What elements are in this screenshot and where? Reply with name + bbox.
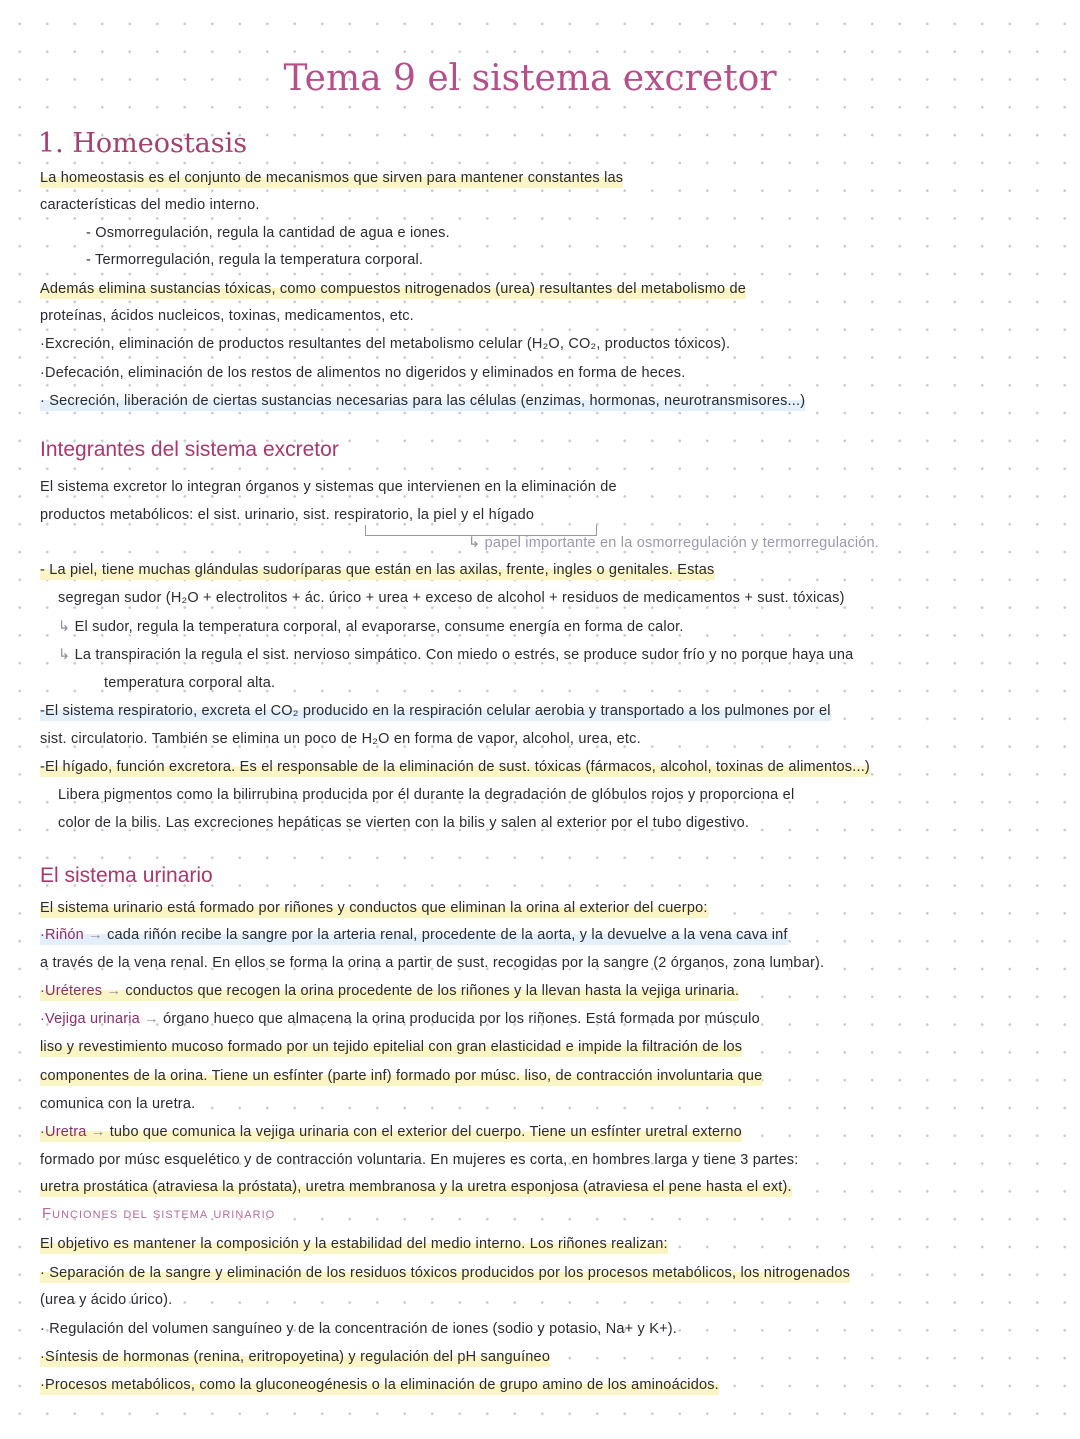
text-line: ·Vejiga urinaria → órgano hueco que almacena la orina producida por los riñones. Está formada por músculo: [40, 1011, 760, 1027]
section-heading-integrantes: Integrantes del sistema excretor: [40, 438, 339, 461]
text-span: órgano hueco que almacena la orina producida por los riñones. Está formada por músculo: [163, 1011, 760, 1027]
text-line: a través de la vena renal. En ellos se forma la orina a partir de sust. recogidas por la sangre (2 órganos, zona lumbar).: [40, 955, 825, 971]
text-span: El sudor, regula la temperatura corporal, al evaporarse, consume energía en forma de calor.: [74, 619, 684, 635]
text-line: ·Uréteres → conductos que recogen la orina procedente de los riñones y la llevan hasta la vejiga urinaria.: [40, 983, 740, 999]
text-line: liso y revestimiento mucoso formado por un tejido epitelial con gran elasticidad e impide la filtración de los: [40, 1039, 743, 1055]
text-line: ·Defecación, eliminación de los restos de alimentos no digeridos y eliminados en forma de heces.: [40, 365, 686, 381]
term-rinon: ·Riñón: [40, 927, 84, 943]
text-line: - Termorregulación, regula la temperatura corporal.: [86, 252, 424, 268]
text-span: conductos que recogen la orina procedente de los riñones y la llevan hasta la vejiga urinaria.: [125, 983, 740, 999]
text-line: ·Riñón → cada riñón recibe la sangre por la arteria renal, procedente de la aorta, y la devuelve a la vena cava inf: [40, 927, 788, 943]
term-vejiga: ·Vejiga urinaria: [40, 1011, 140, 1027]
text-line: uretra prostática (atraviesa la próstata), uretra membranosa y la uretra esponjosa (atraviesa el pene hasta el ext).: [40, 1179, 792, 1195]
text-line: segregan sudor (H₂O + electrolitos + ác. úrico + urea + exceso de alcohol + residuos de medicamentos + sust. tóxicas): [58, 590, 845, 606]
text-line: -El hígado, función excretora. Es el responsable de la eliminación de sust. tóxicas (fármacos, alcohol, toxinas de alimentos...): [40, 759, 870, 775]
text-line: - Osmorregulación, regula la cantidad de agua e iones.: [86, 225, 450, 241]
text-line: El sistema excretor lo integran órganos y sistemas que intervienen en la eliminación de: [40, 479, 617, 495]
text-line: Libera pigmentos como la bilirrubina producida por él durante la degradación de glóbulos rojos y proporciona el: [58, 787, 795, 803]
text-line: El sistema urinario está formado por riñones y conductos que eliminan la orina al exterior del cuerpo:: [40, 900, 708, 916]
page-title: Tema 9 el sistema excretor: [283, 58, 777, 99]
text-line: ·Uretra → tubo que comunica la vejiga urinaria con el exterior del cuerpo. Tiene un esfínter uretral externo: [40, 1124, 742, 1140]
annotation-text: papel importante en la osmorregulación y termorregulación.: [484, 535, 880, 551]
arrow-icon: ↳: [468, 535, 485, 551]
text-line: productos metabólicos: el sist. urinario, sist. respiratorio, la piel y el hígado: [40, 507, 535, 523]
term-uretra: ·Uretra: [40, 1124, 87, 1140]
text-line: [58, 645, 853, 665]
text-line: comunica con la uretra.: [40, 1096, 196, 1112]
text-line: ·Procesos metabólicos, como la gluconeogénesis o la eliminación de grupo amino de los aminoácidos.: [40, 1377, 719, 1393]
section-heading-urinario: El sistema urinario: [40, 864, 213, 887]
text-line: Además elimina sustancias tóxicas, como compuestos nitrogenados (urea) resultantes del metabolismo de: [40, 281, 747, 297]
term-ureteres: ·Uréteres: [40, 983, 103, 999]
text-span: cada riñón recibe la sangre por la arteria renal, procedente de la aorta, y la devuelve a la vena cava inf: [107, 927, 788, 943]
text-line: color de la bilis. Las excreciones hepáticas se vierten con la bilis y salen al exterior por el tubo digestivo.: [58, 815, 750, 831]
text-line: [58, 617, 684, 637]
arrow-icon: ↳: [58, 647, 75, 663]
text-line: La homeostasis es el conjunto de mecanismos que sirven para mantener constantes las: [40, 170, 624, 186]
text-span: tubo que comunica la vejiga urinaria con el exterior del cuerpo. Tiene un esfínter uretral externo: [109, 1124, 742, 1140]
text-line: · Regulación del volumen sanguíneo y de la concentración de iones (sodio y potasio, Na+ y K+).: [40, 1321, 678, 1337]
text-line: formado por músc esquelético y de contracción voluntaria. En mujeres es corta, en hombres larga y tiene 3 partes:: [40, 1152, 799, 1168]
text-line: · Separación de la sangre y eliminación de los residuos tóxicos producidos por los procesos metabólicos, los nitrogenados: [40, 1265, 851, 1281]
text-line: ·Excreción, eliminación de productos resultantes del metabolismo celular (H₂O, CO₂, productos tóxicos).: [40, 336, 731, 352]
text-line: sist. circulatorio. También se elimina un poco de H₂O en forma de vapor, alcohol, urea, etc.: [40, 731, 641, 747]
text-line: - La piel, tiene muchas glándulas sudoríparas que están en las axilas, frente, ingles o genitales. Estas: [40, 562, 715, 578]
text-span: La transpiración la regula el sist. nervioso simpático. Con miedo o estrés, se produce sudor frío y no porque haya una: [74, 647, 854, 663]
text-line: El objetivo es mantener la composición y la estabilidad del medio interno. Los riñones realizan:: [40, 1236, 668, 1252]
section-heading-funciones: Funciones del sistema urinario: [42, 1205, 276, 1222]
text-line: · Secreción, liberación de ciertas sustancias necesarias para las células (enzimas, hormonas, neurotransmisores...): [40, 393, 806, 409]
arrow-icon: ↳: [58, 619, 75, 635]
text-line: características del medio interno.: [40, 197, 260, 213]
text-line: componentes de la orina. Tiene un esfínter (parte inf) formado por músc. liso, de contracción involuntaria que: [40, 1068, 763, 1084]
text-line: temperatura corporal alta.: [104, 675, 276, 691]
text-line: proteínas, ácidos nucleicos, toxinas, medicamentos, etc.: [40, 308, 414, 324]
section-heading-homeostasis: 1. Homeostasis: [38, 128, 248, 159]
text-line: ·Síntesis de hormonas (renina, eritropoyetina) y regulación del pH sanguíneo: [40, 1349, 551, 1365]
text-line: -El sistema respiratorio, excreta el CO₂ producido en la respiración celular aerobia y transportado a los pulmones por el: [40, 703, 831, 719]
annotation-note: [468, 533, 879, 553]
text-line: (urea y ácido úrico).: [40, 1292, 173, 1308]
